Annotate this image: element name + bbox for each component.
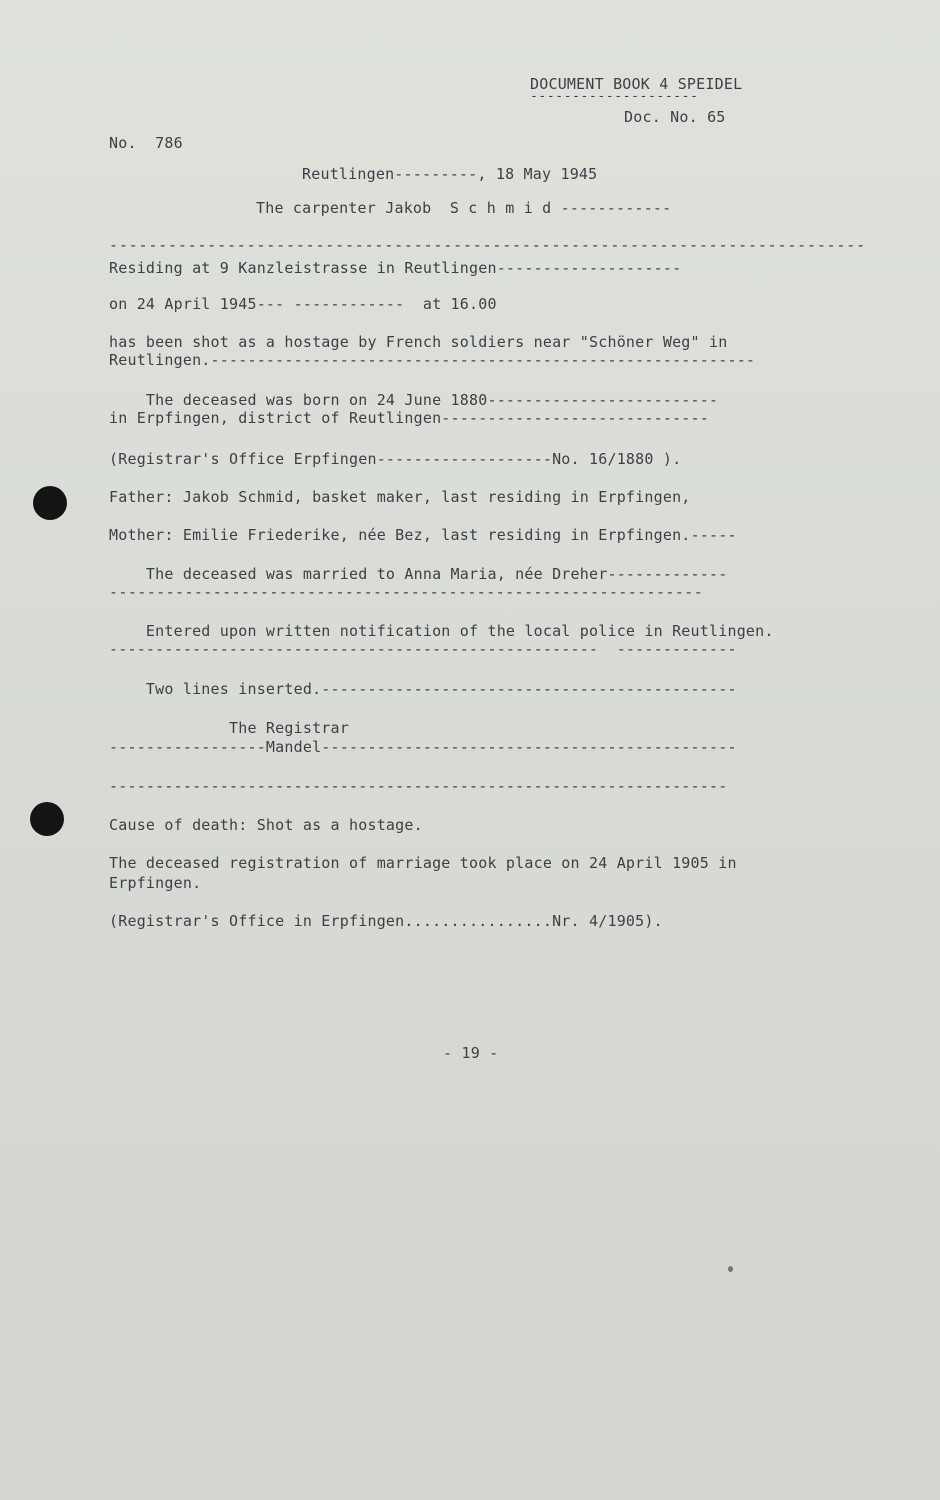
- registrar-signature: -----------------Mandel---------------------------------------------: [109, 738, 737, 756]
- paper-speck: [728, 1266, 733, 1272]
- record-number: No. 786: [109, 134, 183, 152]
- page-number: - 19 -: [443, 1044, 499, 1062]
- subject-name: The carpenter Jakob S c h m i d ------------: [256, 199, 672, 217]
- punch-hole: [30, 802, 64, 836]
- mother-line: Mother: Emilie Friederike, née Bez, last residing in Erpfingen.-----: [109, 526, 737, 544]
- death-date-line: on 24 April 1945--- ------------ at 16.00: [109, 295, 497, 313]
- place-and-date: Reutlingen---------, 18 May 1945: [302, 165, 598, 183]
- birthplace-line: in Erpfingen, district of Reutlingen-----------------------------: [109, 409, 709, 427]
- marriage-place-line: Erpfingen.: [109, 874, 202, 892]
- marriage-registry-line: (Registrar's Office in Erpfingen................Nr. 4/1905).: [109, 912, 663, 930]
- birth-line: The deceased was born on 24 June 1880-------------------------: [109, 391, 719, 409]
- separator-rule-bottom: -------------------------------------------------------------------: [109, 777, 728, 795]
- document-book-heading: DOCUMENT BOOK 4 SPEIDEL: [530, 75, 743, 93]
- birth-registry-line: (Registrar's Office Erpfingen-------------------No. 16/1880 ).: [109, 450, 682, 468]
- marriage-rule: ---------------------------------------------------------------: [109, 583, 704, 601]
- punch-hole: [33, 486, 67, 520]
- father-line: Father: Jakob Schmid, basket maker, last residing in Erpfingen,: [109, 488, 691, 506]
- separator-rule: -----------------------------------------------------------------------------: [109, 236, 866, 254]
- marriage-line: The deceased was married to Anna Maria, née Dreher-------------: [109, 565, 728, 583]
- document-number: Doc. No. 65: [624, 108, 726, 126]
- notification-rule: ----------------------------------------------------- -------------: [109, 640, 737, 658]
- marriage-registration-line: The deceased registration of marriage took place on 24 April 1905 in: [109, 854, 737, 872]
- death-place-line: Reutlingen.-----------------------------------------------------------: [109, 351, 756, 369]
- notification-line: Entered upon written notification of the local police in Reutlingen.: [109, 622, 774, 640]
- registrar-title: The Registrar: [109, 719, 349, 737]
- death-circumstance-line: has been shot as a hostage by French soldiers near "Schöner Weg" in: [109, 333, 728, 351]
- document-book-underline: --------------------: [530, 89, 699, 104]
- residence-line: Residing at 9 Kanzleistrasse in Reutlingen--------------------: [109, 259, 682, 277]
- insertion-note: Two lines inserted.---------------------------------------------: [109, 680, 737, 698]
- cause-of-death: Cause of death: Shot as a hostage.: [109, 816, 423, 834]
